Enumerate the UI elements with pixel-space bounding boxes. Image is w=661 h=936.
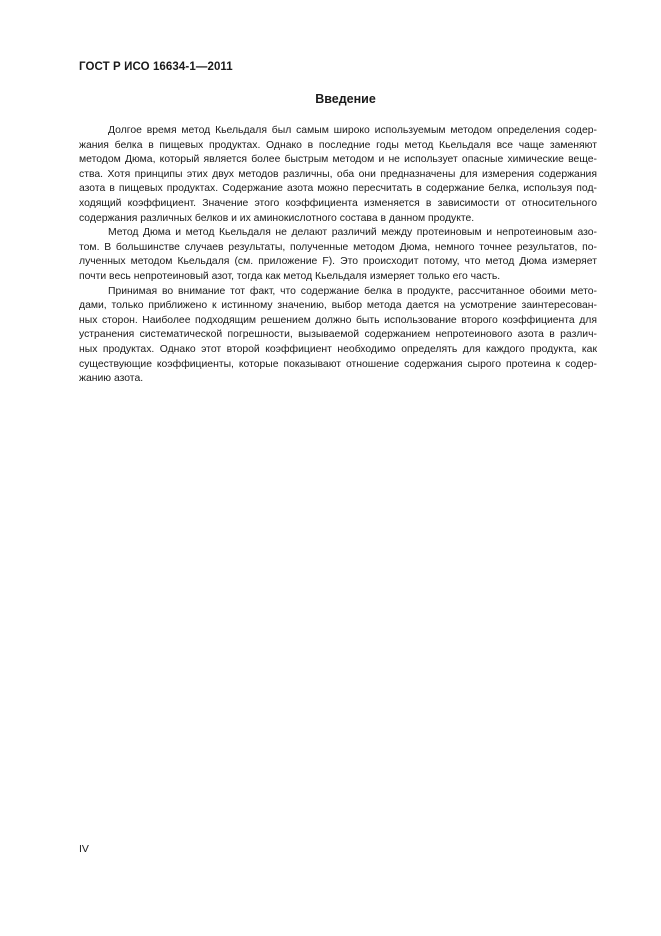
text-line: ных продуктах. Однако этот второй коэффициент необходимо определять для каждого продукта, как [79, 343, 597, 355]
text-line: Метод Дюма и метод Кьельдаля не делают различий между протеиновым и непротеиновым азо- [108, 227, 597, 239]
text-line: лученных методом Кьельдаля (см. приложение F). Это происходит потому, что метод Дюма измеряет [79, 256, 597, 268]
text-line: Долгое время метод Кьельдаля был самым широко используемым методом определения содер- [108, 125, 597, 136]
text-line: ства. Хотя принципы этих двух методов различны, оба они предназначены для измерения содержания [79, 168, 597, 180]
text-line: том. В большинстве случаев результаты, полученные методом Дюма, немного точнее результатов, по- [79, 241, 597, 253]
text-line: почти весь непротеиновый азот, тогда как метод Кьельдаля измеряет только его часть. [79, 270, 501, 282]
paragraph-3 [79, 285, 597, 387]
text-line: устранения систематической погрешности, вызываемой содержанием непротеинового азота в различ- [79, 329, 597, 341]
standard-header: ГОСТ Р ИСО 16634-1—2011 [79, 61, 233, 73]
text-line: Принимая во внимание тот факт, что содержание белка в продукте, рассчитанное обоими мето- [108, 285, 597, 297]
section-title: Введение [315, 92, 376, 106]
text-line: азота в пищевых продуктах. Содержание азота можно пересчитать в содержание белка, используя под- [79, 183, 597, 195]
text-line: жанию азота. [79, 373, 144, 385]
text-line: жания белка в пищевых продуктах. Однако в последние годы метод Кьельдаля все чаще заменяют [79, 139, 597, 151]
page-number: IV [79, 843, 89, 855]
body-text [79, 124, 597, 387]
text-line: методом Дюма, который является более быстрым методом и не использует опасные химические веще- [79, 154, 597, 166]
text-line: ных сторон. Наиболее подходящим решением должно быть использование второго коэффициента для [79, 314, 597, 326]
text-line: дами, только приближено к истинному значению, выбор метода дается на усмотрение заинтересован- [79, 300, 597, 312]
paragraph-1 [79, 124, 597, 226]
text-line: ходящий коэффициент. Значение этого коэффициента изменяется в зависимости от относительного [79, 197, 597, 209]
text-line: содержания различных белков и их аминокислотного состава в данном продукте. [79, 212, 475, 224]
text-line: существующие коэффициенты, которые показывают отношение содержания сырого протеина к содер- [79, 358, 597, 370]
paragraph-2 [79, 226, 597, 284]
